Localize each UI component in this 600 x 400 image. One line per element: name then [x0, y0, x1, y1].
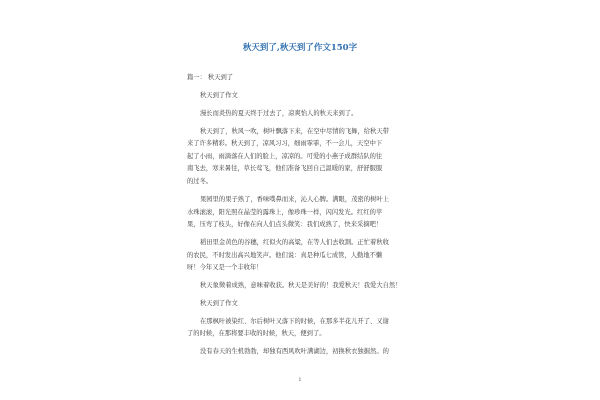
text-line: 秋天象徵着成熟，意味着收获。秋天是美好的！我爱秋天！我爱大自然！ [200, 282, 402, 290]
text-line: 秋天到了作文 [200, 299, 238, 307]
document-title: 秋天到了,秋天到了作文150字 [242, 43, 358, 53]
text-line: 果，压弯了枝头，好像在向人们点头微笑：我们成熟了，快来采摘吧！ [187, 221, 383, 229]
text-line: 果园里的果子熟了，香味噗鼻而来，沁人心脾。满眼，茂密的树叶上 [200, 195, 389, 203]
text-line: 秋天到了作文 [200, 91, 238, 99]
text-line: 秋天到了，秋风一吹，树叶飘落下来，在空中尽情的飞舞，给秋天带 [200, 127, 389, 135]
page-number: 1 [298, 377, 302, 383]
text-line: 来了许多精彩。秋天到了，凉风习习，细雨霏霏，不一会儿，天空中下 [187, 140, 383, 148]
text-line: 没有春天的生机勃勃，却独有西风吹叶满湖边，初换秋衣独掘然。的 [200, 348, 389, 356]
text-line: 起了小雨，雨滴落在人们的脸上，凉凉的。可爱的小燕子成群结队的往 [187, 152, 383, 160]
section-heading: 篇一： 秋天到了 [187, 74, 234, 81]
text-line: 水珠滚滚，阳光照在晶莹的露珠上，像珍珠一样，闪闪发光。红红的苹 [187, 208, 383, 216]
text-line: 的过冬。 [187, 178, 213, 186]
text-line: 了的时候，在那将要丰收的时候，秋天，便到了。 [187, 330, 326, 338]
document-body [187, 72, 419, 359]
text-line: 稻田里金黄色的谷穗，红似火的高粱，在等人们去收割。正忙着秋收 [200, 239, 389, 247]
text-line: 在那枫叶被染红、尔后树叶又落下的时候，在那多半花儿开了、又谢 [200, 317, 389, 325]
text-line: 漫长而炎热的夏天终于过去了，凉爽怡人的秋天来到了。 [200, 109, 358, 117]
text-line: 南飞去，寒来暑往，草长莺飞，他们准备飞回自己温暖的家，舒舒服服 [187, 165, 383, 173]
text-line: 的农民，不时发出高兴地笑声。他们说：真是种瓜七成管，人勤地不懒 [187, 251, 383, 259]
text-line: 呀！今年又是一个丰收年！ [187, 264, 263, 272]
